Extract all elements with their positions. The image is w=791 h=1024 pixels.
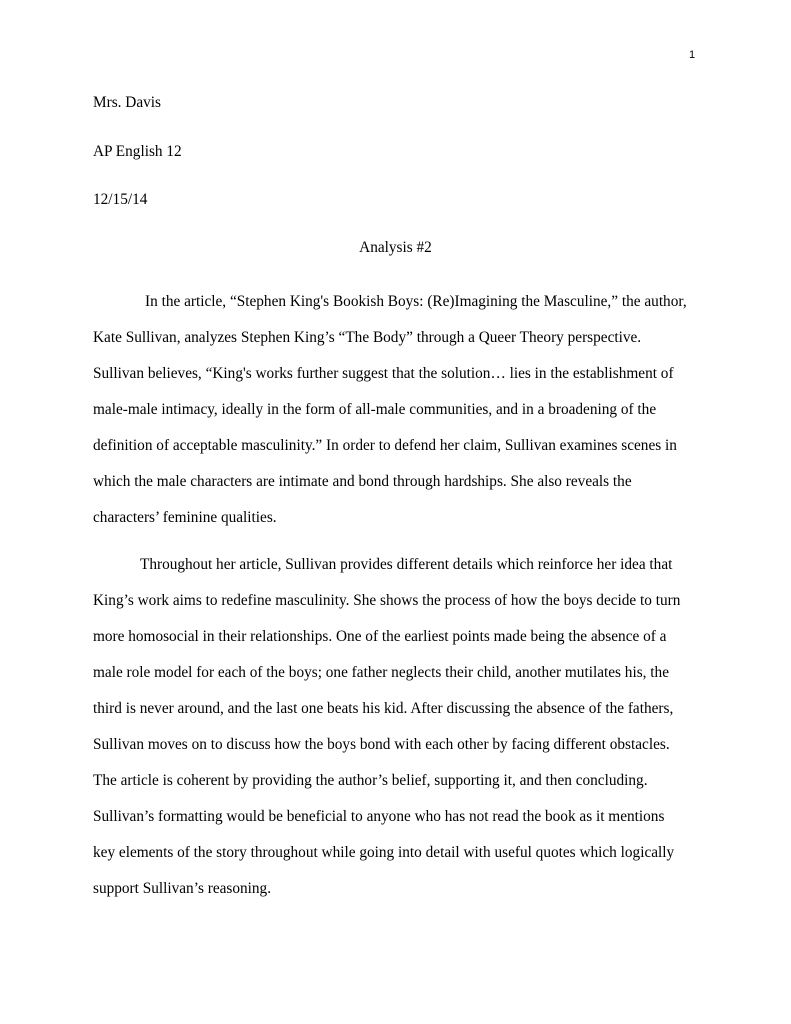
paragraph-line: Throughout her article, Sullivan provides different details which reinforce her idea that — [140, 556, 673, 573]
teacher-name: Mrs. Davis — [93, 94, 161, 111]
paragraph-2 — [93, 555, 713, 915]
paragraph-line: King’s work aims to redefine masculinity. She shows the process of how the boys decide to turn — [93, 592, 681, 609]
paragraph-line: The article is coherent by providing the author’s belief, supporting it, and then concluding. — [93, 772, 648, 789]
paragraph-1 — [93, 292, 713, 544]
paragraph-line: Kate Sullivan, analyzes Stephen King’s “The Body” through a Queer Theory perspective. — [93, 329, 642, 346]
paragraph-line: Sullivan believes, “King's works further suggest that the solution… lies in the establishment of — [93, 365, 674, 382]
page-number: 1 — [688, 49, 696, 61]
paragraph-line: male role model for each of the boys; one father neglects their child, another mutilates his, the — [93, 664, 669, 681]
course-name: AP English 12 — [93, 143, 182, 160]
paragraph-line: which the male characters are intimate and bond through hardships. She also reveals the — [93, 473, 632, 490]
paragraph-line: support Sullivan’s reasoning. — [93, 880, 272, 897]
document-date: 12/15/14 — [93, 191, 148, 208]
paragraph-line: male-male intimacy, ideally in the form of all-male communities, and in a broadening of the — [93, 401, 657, 418]
paragraph-line: Sullivan’s formatting would be beneficial to anyone who has not read the book as it mentions — [93, 808, 665, 825]
paragraph-line: key elements of the story throughout while going into detail with useful quotes which logically — [93, 844, 675, 861]
paragraph-line: third is never around, and the last one beats his kid. After discussing the absence of the fathers, — [93, 700, 674, 717]
paragraph-line: characters’ feminine qualities. — [93, 509, 277, 526]
paragraph-line: In the article, “Stephen King's Bookish Boys: (Re)Imagining the Masculine,” the author, — [145, 293, 687, 310]
document-title: Analysis #2 — [359, 239, 432, 256]
paragraph-line: more homosocial in their relationships. One of the earliest points made being the absence of a — [93, 628, 667, 645]
paragraph-line: Sullivan moves on to discuss how the boys bond with each other by facing different obstacles. — [93, 736, 670, 753]
paragraph-line: definition of acceptable masculinity.” In order to defend her claim, Sullivan examines scenes in — [93, 437, 677, 454]
